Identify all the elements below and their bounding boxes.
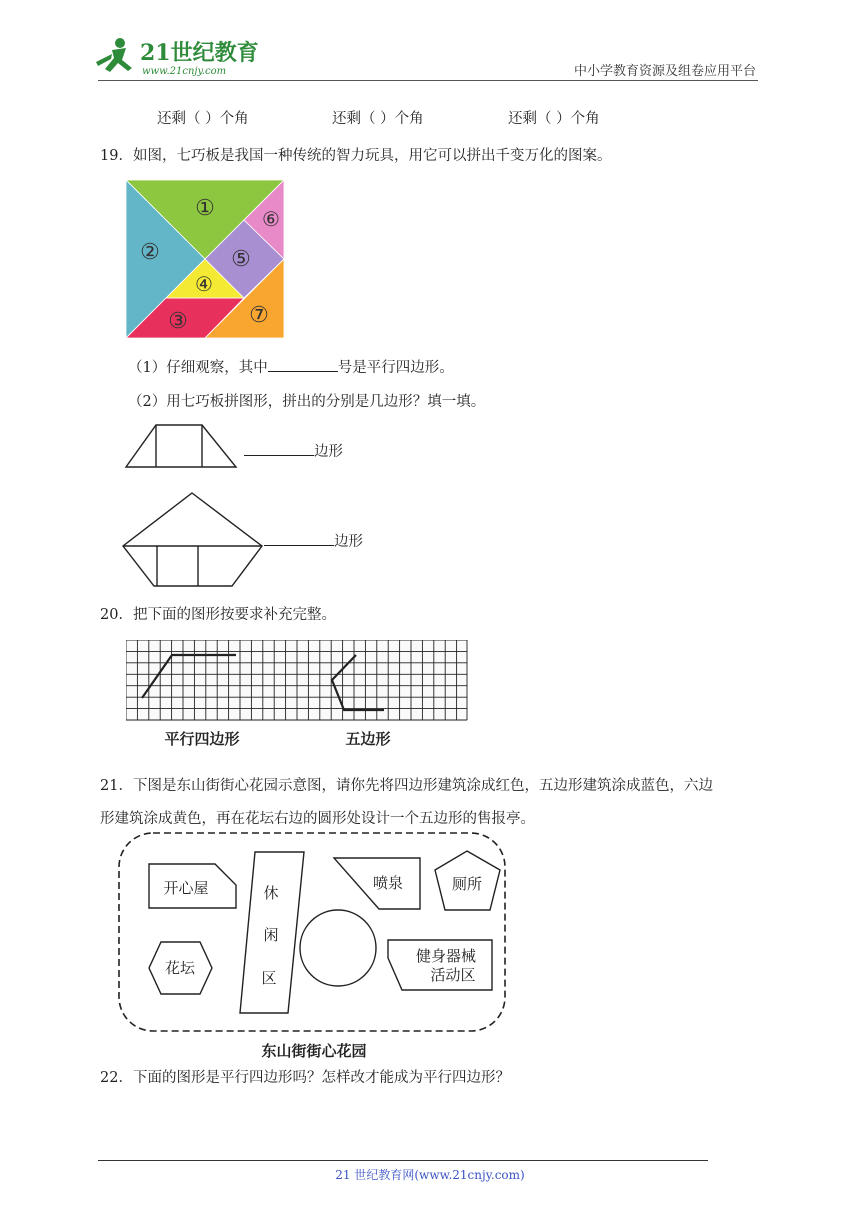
q19-shape2-answer: 边形 — [264, 530, 363, 551]
svg-text:区: 区 — [261, 969, 277, 987]
tangram-label-4: ④ — [195, 272, 213, 296]
q19-shape1-answer: 边形 — [244, 440, 343, 461]
q21-line2: 形建筑涂成黄色，再在花坛右边的圆形处设计一个五边形的售报亭。 — [100, 811, 535, 827]
tangram-label-3: ③ — [168, 309, 188, 334]
q19-sub1: （1）仔细观察，其中 号是平行四边形。 — [128, 360, 454, 376]
svg-text:厕所: 厕所 — [451, 875, 483, 893]
grid-label-pentagon: 五边形 — [345, 730, 391, 748]
q21-line1: 21．下图是东山街街心花园示意图，请你先将四边形建筑涂成红色，五边形建筑涂成蓝色，六边 — [100, 778, 713, 794]
q18-remaining-1: 还剩（ ）个角 — [157, 111, 249, 127]
pentagon-shape — [120, 490, 266, 590]
grid-figure — [126, 640, 468, 750]
q19-shape1-blank[interactable] — [244, 455, 314, 456]
map-title: 东山街街心花园 — [261, 1042, 367, 1060]
svg-text:开心屋: 开心屋 — [163, 879, 209, 897]
garden-map — [116, 830, 508, 1062]
q22-stem: 22．下面的图形是平行四边形吗？怎样改才能成为平行四边形？ — [100, 1070, 510, 1086]
logo-url: www.21cnjy.com — [142, 66, 227, 77]
logo-text: 21世纪教育 — [140, 40, 259, 66]
footer-link[interactable]: 21 世纪教育网(www.21cnjy.com) — [335, 1168, 525, 1182]
tangram-label-1: ① — [195, 196, 215, 221]
q18-remaining-3: 还剩（ ）个角 — [508, 111, 600, 127]
svg-text:健身器械: 健身器械 — [415, 947, 477, 965]
tangram-label-5: ⑤ — [231, 247, 251, 272]
tangram-label-6: ⑥ — [262, 207, 280, 231]
svg-text:喷泉: 喷泉 — [372, 874, 404, 892]
q19-sub1-blank[interactable] — [268, 371, 338, 372]
svg-text:休: 休 — [263, 884, 279, 902]
q19-stem: 19．如图，七巧板是我国一种传统的智力玩具，用它可以拼出千变万化的图案。 — [100, 148, 612, 164]
site-logo — [92, 34, 262, 80]
svg-text:花坛: 花坛 — [164, 959, 196, 977]
grid-label-parallelogram: 平行四边形 — [164, 730, 240, 748]
svg-text:活动区: 活动区 — [430, 966, 476, 984]
tangram-figure — [126, 180, 284, 338]
header-divider — [98, 80, 758, 81]
q19-shape2-blank[interactable] — [264, 545, 334, 546]
tangram-label-2: ② — [140, 240, 160, 265]
q20-stem: 20．把下面的图形按要求补充完整。 — [100, 607, 336, 623]
q19-sub2: （2）用七巧板拼图形，拼出的分别是几边形？填一填。 — [128, 394, 486, 410]
platform-name: 中小学教育资源及组卷应用平台 — [573, 64, 756, 79]
kiosk-circle — [300, 910, 376, 986]
svg-text:闲: 闲 — [263, 926, 279, 944]
footer-divider — [98, 1160, 708, 1161]
q18-remaining-2: 还剩（ ）个角 — [332, 111, 424, 127]
tangram-label-7: ⑦ — [249, 303, 269, 328]
trapezoid-shape — [122, 422, 242, 472]
